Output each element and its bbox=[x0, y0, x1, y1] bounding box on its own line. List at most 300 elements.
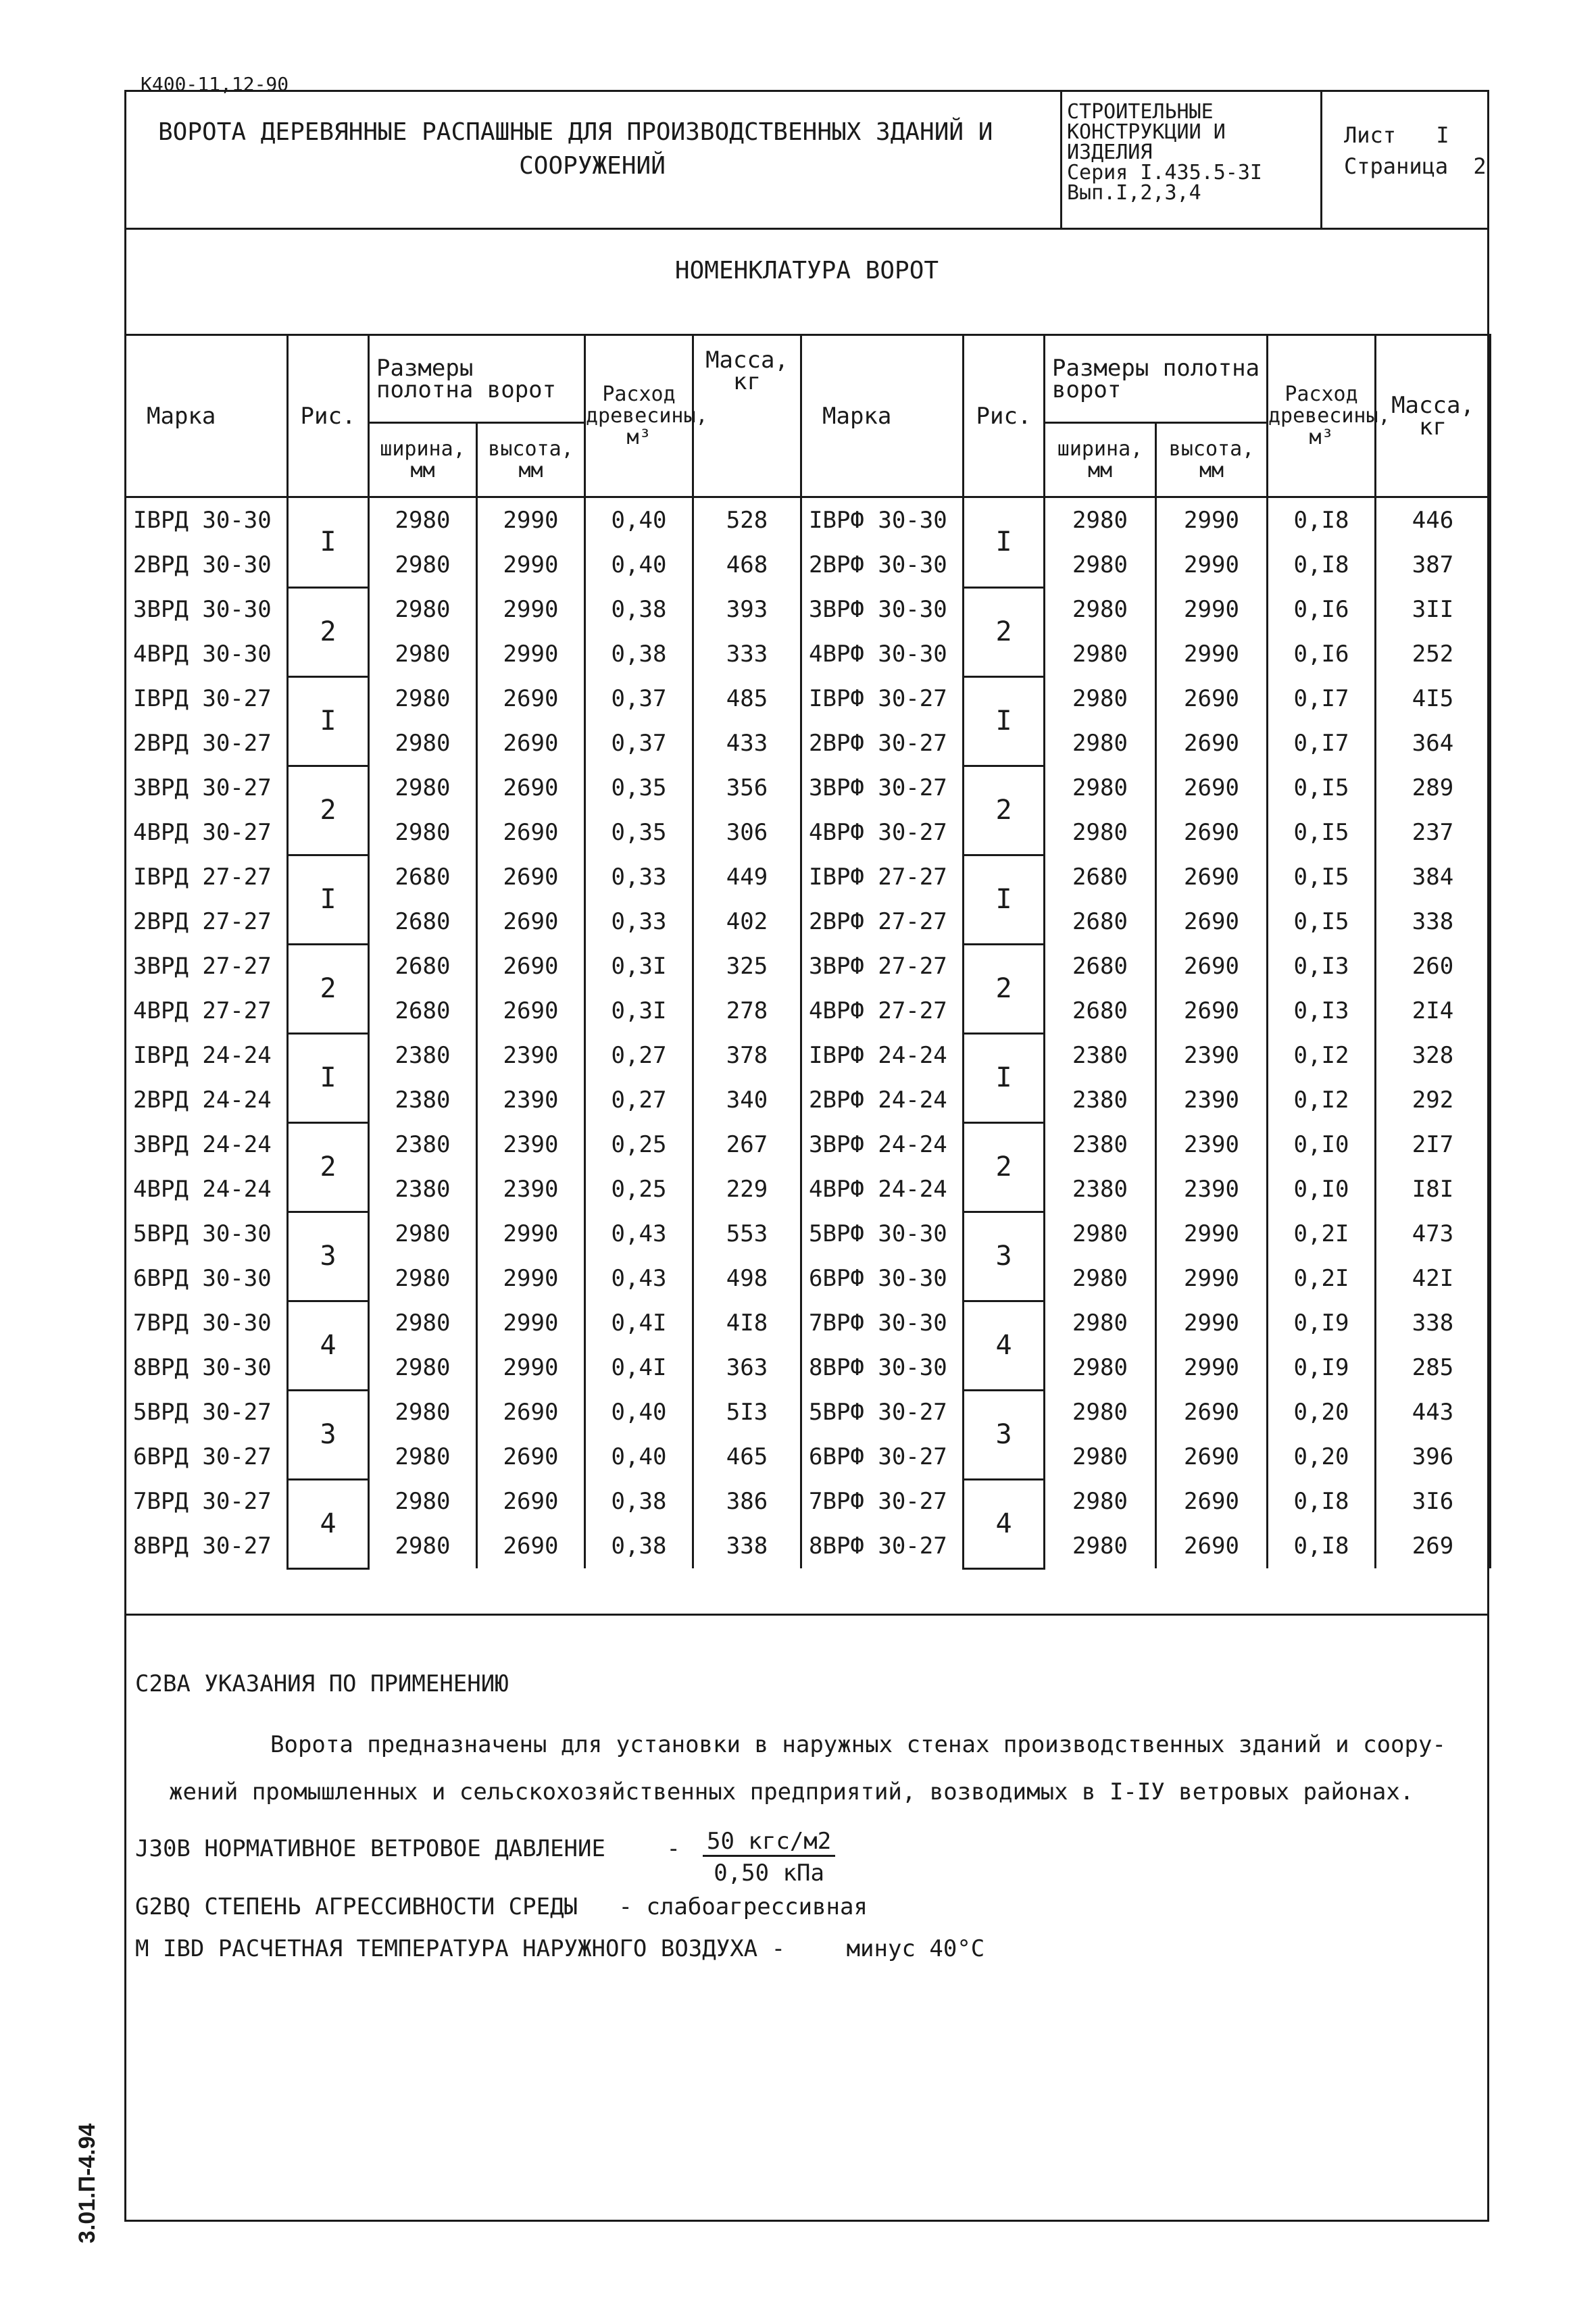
document-title-line1: ВОРОТА ДЕРЕВЯННЫЕ РАСПАШНЫЕ ДЛЯ ПРОИЗВОДСТВЕННЫХ ЗДАНИЙ И bbox=[158, 118, 993, 146]
cell-height-left: 2690 bbox=[477, 899, 585, 944]
table-row bbox=[126, 1033, 1491, 1078]
cell-mass-right: 42I bbox=[1376, 1256, 1491, 1301]
header-wood-right: Расход древесины, м³ bbox=[1268, 335, 1376, 497]
cell-width-right: 2380 bbox=[1045, 1122, 1156, 1167]
cell-height-right: 2990 bbox=[1156, 1212, 1268, 1256]
cell-wood-left: 0,40 bbox=[585, 1435, 693, 1479]
cell-height-left: 2390 bbox=[477, 1078, 585, 1122]
cell-height-left: 2990 bbox=[477, 543, 585, 587]
table-row bbox=[126, 676, 1491, 721]
cell-mark-right: 6ВРФ 30-27 bbox=[801, 1435, 964, 1479]
cell-mass-left: 325 bbox=[693, 944, 801, 989]
cell-width-right: 2980 bbox=[1045, 1435, 1156, 1479]
cell-width-right: 2980 bbox=[1045, 587, 1156, 632]
nomenclature-table bbox=[124, 334, 1491, 1570]
cell-mark-right: 2ВРФ 24-24 bbox=[801, 1078, 964, 1122]
cell-mark-right: 3ВРФ 30-30 bbox=[801, 587, 964, 632]
table-row bbox=[126, 1212, 1491, 1256]
header-mark-right: Марка bbox=[801, 335, 964, 497]
cell-wood-left: 0,38 bbox=[585, 1524, 693, 1568]
sheet-label: Лист bbox=[1344, 122, 1397, 148]
cell-width-right: 2980 bbox=[1045, 766, 1156, 810]
cell-mark-left: 2ВРД 30-27 bbox=[126, 721, 288, 766]
cell-mark-right: 5ВРФ 30-27 bbox=[801, 1390, 964, 1435]
sheet-row bbox=[1344, 120, 1489, 151]
temperature-row bbox=[135, 1934, 984, 1964]
cell-height-right: 2390 bbox=[1156, 1122, 1268, 1167]
cell-fig-left: I bbox=[288, 676, 369, 766]
cell-mass-left: 386 bbox=[693, 1479, 801, 1524]
table-row bbox=[126, 855, 1491, 899]
cell-width-right: 2980 bbox=[1045, 810, 1156, 855]
temperature-value: минус 40°С bbox=[846, 1935, 985, 1962]
cell-wood-left: 0,25 bbox=[585, 1167, 693, 1212]
cell-wood-left: 0,43 bbox=[585, 1212, 693, 1256]
cell-width-left: 2980 bbox=[369, 1390, 477, 1435]
cell-width-right: 2980 bbox=[1045, 1256, 1156, 1301]
cell-fig-right: I bbox=[964, 1033, 1045, 1122]
notes-header: С2ВА УКАЗАНИЯ ПО ПРИМЕНЕНИЮ bbox=[135, 1670, 509, 1697]
cell-mass-right: 260 bbox=[1376, 944, 1491, 989]
cell-height-left: 2690 bbox=[477, 721, 585, 766]
cell-wood-left: 0,33 bbox=[585, 855, 693, 899]
cell-mark-right: 2ВРФ 30-30 bbox=[801, 543, 964, 587]
header-fig-left: Рис. bbox=[288, 335, 369, 497]
cell-mark-left: 8ВРД 30-27 bbox=[126, 1524, 288, 1568]
cell-mark-left: 7ВРД 30-30 bbox=[126, 1301, 288, 1345]
cell-fig-left: I bbox=[288, 1033, 369, 1122]
cell-wood-right: 0,2I bbox=[1268, 1212, 1376, 1256]
cell-fig-left: 3 bbox=[288, 1390, 369, 1479]
cell-wood-right: 0,I5 bbox=[1268, 810, 1376, 855]
cell-mass-right: 387 bbox=[1376, 543, 1491, 587]
cell-height-right: 2690 bbox=[1156, 810, 1268, 855]
cell-width-left: 2980 bbox=[369, 1345, 477, 1390]
wind-pressure-dash: - bbox=[666, 1835, 680, 1862]
cell-mass-right: 446 bbox=[1376, 497, 1491, 543]
cell-wood-right: 0,I9 bbox=[1268, 1301, 1376, 1345]
cell-width-right: 2980 bbox=[1045, 1524, 1156, 1568]
cell-wood-left: 0,40 bbox=[585, 1390, 693, 1435]
cell-wood-right: 0,I6 bbox=[1268, 632, 1376, 676]
cell-height-right: 2690 bbox=[1156, 766, 1268, 810]
cell-width-left: 2680 bbox=[369, 944, 477, 989]
document-code: К400-11,12-90 bbox=[141, 73, 289, 95]
cell-mass-left: 5I3 bbox=[693, 1390, 801, 1435]
cell-fig-left: 4 bbox=[288, 1479, 369, 1568]
cell-height-right: 2690 bbox=[1156, 1435, 1268, 1479]
table-row bbox=[126, 766, 1491, 810]
table-row bbox=[126, 1301, 1491, 1345]
cell-height-right: 2990 bbox=[1156, 1256, 1268, 1301]
notes-paragraph-line1: Ворота предназначены для установки в наружных стенах производственных зданий и соору- bbox=[270, 1731, 1446, 1758]
header-mass-right: Масса, кг bbox=[1376, 335, 1491, 497]
cell-height-left: 2690 bbox=[477, 1524, 585, 1568]
cell-mark-right: 7ВРФ 30-27 bbox=[801, 1479, 964, 1524]
temperature-label: M IBD РАСЧЕТНАЯ ТЕМПЕРАТУРА НАРУЖНОГО ВОЗДУХА - bbox=[135, 1935, 786, 1962]
table-row bbox=[126, 1479, 1491, 1524]
notes-top-line bbox=[124, 1614, 1489, 1616]
cell-height-right: 2690 bbox=[1156, 1524, 1268, 1568]
cell-mass-right: 473 bbox=[1376, 1212, 1491, 1256]
page-row bbox=[1344, 151, 1489, 182]
cell-mark-left: 2ВРД 27-27 bbox=[126, 899, 288, 944]
cell-wood-right: 0,I2 bbox=[1268, 1033, 1376, 1078]
cell-width-right: 2380 bbox=[1045, 1078, 1156, 1122]
cell-wood-left: 0,3I bbox=[585, 989, 693, 1033]
cell-height-right: 2390 bbox=[1156, 1033, 1268, 1078]
cell-mark-left: 2ВРД 24-24 bbox=[126, 1078, 288, 1122]
cell-mass-right: 252 bbox=[1376, 632, 1491, 676]
cell-width-left: 2980 bbox=[369, 1524, 477, 1568]
cell-fig-right: I bbox=[964, 497, 1045, 588]
cell-mass-right: 4I5 bbox=[1376, 676, 1491, 721]
cell-mark-right: 4ВРФ 30-27 bbox=[801, 810, 964, 855]
cell-wood-left: 0,3I bbox=[585, 944, 693, 989]
cell-mass-left: 498 bbox=[693, 1256, 801, 1301]
nomenclature-table-body bbox=[126, 497, 1491, 1569]
cell-fig-left: I bbox=[288, 855, 369, 944]
cell-width-left: 2980 bbox=[369, 721, 477, 766]
cell-width-left: 2980 bbox=[369, 1435, 477, 1479]
cell-wood-right: 0,I0 bbox=[1268, 1167, 1376, 1212]
cell-width-right: 2680 bbox=[1045, 899, 1156, 944]
cell-mass-left: 433 bbox=[693, 721, 801, 766]
cell-height-right: 2990 bbox=[1156, 1345, 1268, 1390]
cell-height-right: 2990 bbox=[1156, 543, 1268, 587]
cell-mass-right: I8I bbox=[1376, 1167, 1491, 1212]
cell-mass-left: 306 bbox=[693, 810, 801, 855]
cell-wood-right: 0,I6 bbox=[1268, 587, 1376, 632]
cell-height-right: 2690 bbox=[1156, 721, 1268, 766]
cell-width-left: 2380 bbox=[369, 1033, 477, 1078]
cell-wood-left: 0,38 bbox=[585, 587, 693, 632]
header-mark-left: Марка bbox=[126, 335, 288, 497]
cell-height-right: 2990 bbox=[1156, 632, 1268, 676]
cell-wood-right: 0,I8 bbox=[1268, 1479, 1376, 1524]
cell-fig-left: 2 bbox=[288, 944, 369, 1033]
series-cell bbox=[1060, 90, 1320, 229]
series-line3: ИЗДЕЛИЯ bbox=[1067, 141, 1153, 164]
cell-height-right: 2990 bbox=[1156, 587, 1268, 632]
cell-height-right: 2690 bbox=[1156, 989, 1268, 1033]
cell-width-left: 2980 bbox=[369, 1212, 477, 1256]
cell-height-left: 2690 bbox=[477, 1435, 585, 1479]
cell-wood-left: 0,33 bbox=[585, 899, 693, 944]
cell-fig-left: I bbox=[288, 497, 369, 588]
cell-mark-left: 2ВРД 30-30 bbox=[126, 543, 288, 587]
cell-mass-left: 4I8 bbox=[693, 1301, 801, 1345]
cell-height-left: 2690 bbox=[477, 1479, 585, 1524]
cell-height-left: 2390 bbox=[477, 1033, 585, 1078]
cell-mark-right: IВРФ 30-30 bbox=[801, 497, 964, 543]
series-line2: КОНСТРУКЦИИ И bbox=[1067, 120, 1226, 144]
frame-bottom bbox=[124, 2220, 1489, 2222]
cell-fig-right: 3 bbox=[964, 1390, 1045, 1479]
cell-width-right: 2980 bbox=[1045, 632, 1156, 676]
cell-mass-right: 364 bbox=[1376, 721, 1491, 766]
cell-wood-right: 0,I5 bbox=[1268, 766, 1376, 810]
cell-fig-right: 3 bbox=[964, 1212, 1045, 1301]
aggressiveness-row bbox=[135, 1892, 868, 1922]
cell-width-left: 2680 bbox=[369, 899, 477, 944]
cell-mass-left: 333 bbox=[693, 632, 801, 676]
cell-height-left: 2990 bbox=[477, 632, 585, 676]
cell-width-left: 2980 bbox=[369, 543, 477, 587]
cell-mark-right: 5ВРФ 30-30 bbox=[801, 1212, 964, 1256]
cell-width-left: 2380 bbox=[369, 1078, 477, 1122]
cell-mass-left: 528 bbox=[693, 497, 801, 543]
cell-mark-left: 8ВРД 30-30 bbox=[126, 1345, 288, 1390]
cell-height-right: 2690 bbox=[1156, 899, 1268, 944]
cell-mark-right: 6ВРФ 30-30 bbox=[801, 1256, 964, 1301]
cell-height-right: 2690 bbox=[1156, 855, 1268, 899]
cell-height-left: 2390 bbox=[477, 1167, 585, 1212]
cell-wood-left: 0,4I bbox=[585, 1345, 693, 1390]
cell-wood-left: 0,35 bbox=[585, 810, 693, 855]
cell-mark-left: 5ВРД 30-27 bbox=[126, 1390, 288, 1435]
nomenclature-title: НОМЕНКЛАТУРА ВОРОТ bbox=[674, 257, 939, 284]
cell-wood-left: 0,38 bbox=[585, 1479, 693, 1524]
cell-mass-left: 402 bbox=[693, 899, 801, 944]
cell-wood-right: 0,20 bbox=[1268, 1435, 1376, 1479]
cell-mass-right: 285 bbox=[1376, 1345, 1491, 1390]
cell-mark-left: 3ВРД 24-24 bbox=[126, 1122, 288, 1167]
cell-mark-right: 8ВРФ 30-30 bbox=[801, 1345, 964, 1390]
cell-width-left: 2980 bbox=[369, 1479, 477, 1524]
cell-wood-left: 0,27 bbox=[585, 1078, 693, 1122]
header-height-left: высота, мм bbox=[477, 423, 585, 497]
cell-width-right: 2680 bbox=[1045, 855, 1156, 899]
cell-mass-left: 363 bbox=[693, 1345, 801, 1390]
cell-height-left: 2690 bbox=[477, 810, 585, 855]
title-block bbox=[124, 90, 1489, 229]
document-title bbox=[124, 90, 1060, 229]
wind-pressure-kpa: 0,50 кПа bbox=[714, 1860, 824, 1887]
cell-width-left: 2980 bbox=[369, 632, 477, 676]
cell-mark-left: 5ВРД 30-30 bbox=[126, 1212, 288, 1256]
cell-mark-right: 4ВРФ 30-30 bbox=[801, 632, 964, 676]
cell-height-left: 2690 bbox=[477, 989, 585, 1033]
wind-pressure-fraction bbox=[703, 1828, 835, 1887]
cell-height-left: 2990 bbox=[477, 587, 585, 632]
cell-wood-left: 0,37 bbox=[585, 721, 693, 766]
cell-mark-right: 8ВРФ 30-27 bbox=[801, 1524, 964, 1568]
cell-mass-right: 443 bbox=[1376, 1390, 1491, 1435]
cell-fig-right: 4 bbox=[964, 1479, 1045, 1568]
cell-width-right: 2980 bbox=[1045, 1301, 1156, 1345]
table-row bbox=[126, 1390, 1491, 1435]
cell-wood-right: 0,I5 bbox=[1268, 855, 1376, 899]
cell-width-right: 2980 bbox=[1045, 1345, 1156, 1390]
notes-paragraph-line2: жений промышленных и сельскохозяйственных предприятий, возводимых в I-IУ ветровых районах. bbox=[169, 1778, 1414, 1806]
cell-width-right: 2980 bbox=[1045, 1212, 1156, 1256]
cell-mark-right: IВРФ 27-27 bbox=[801, 855, 964, 899]
cell-width-left: 2980 bbox=[369, 497, 477, 543]
cell-height-left: 2690 bbox=[477, 855, 585, 899]
cell-height-right: 2690 bbox=[1156, 944, 1268, 989]
cell-width-right: 2980 bbox=[1045, 1479, 1156, 1524]
cell-mark-left: 3ВРД 30-30 bbox=[126, 587, 288, 632]
cell-mark-left: IВРД 27-27 bbox=[126, 855, 288, 899]
cell-wood-right: 0,I7 bbox=[1268, 721, 1376, 766]
cell-mark-left: IВРД 24-24 bbox=[126, 1033, 288, 1078]
cell-width-left: 2980 bbox=[369, 587, 477, 632]
table-row bbox=[126, 587, 1491, 632]
cell-height-left: 2990 bbox=[477, 1212, 585, 1256]
cell-width-left: 2980 bbox=[369, 766, 477, 810]
wind-pressure-kgs: 50 кгс/м2 bbox=[703, 1828, 835, 1857]
cell-height-left: 2690 bbox=[477, 766, 585, 810]
cell-fig-right: I bbox=[964, 676, 1045, 766]
cell-fig-left: 3 bbox=[288, 1212, 369, 1301]
aggressiveness-value: - слабоагрессивная bbox=[618, 1893, 868, 1920]
cell-mark-right: IВРФ 30-27 bbox=[801, 676, 964, 721]
cell-width-left: 2680 bbox=[369, 855, 477, 899]
cell-wood-left: 0,25 bbox=[585, 1122, 693, 1167]
cell-mark-right: 2ВРФ 30-27 bbox=[801, 721, 964, 766]
cell-mass-left: 465 bbox=[693, 1435, 801, 1479]
page-label: Страница bbox=[1344, 153, 1449, 179]
cell-height-left: 2390 bbox=[477, 1122, 585, 1167]
cell-mass-right: 269 bbox=[1376, 1524, 1491, 1568]
series-line1: СТРОИТЕЛЬНЫЕ bbox=[1067, 100, 1214, 124]
cell-mass-right: 396 bbox=[1376, 1435, 1491, 1479]
cell-width-left: 2980 bbox=[369, 810, 477, 855]
cell-mass-left: 356 bbox=[693, 766, 801, 810]
cell-wood-right: 0,I8 bbox=[1268, 1524, 1376, 1568]
cell-mark-right: 7ВРФ 30-30 bbox=[801, 1301, 964, 1345]
cell-wood-left: 0,40 bbox=[585, 497, 693, 543]
cell-mark-right: 3ВРФ 24-24 bbox=[801, 1122, 964, 1167]
cell-width-left: 2980 bbox=[369, 1301, 477, 1345]
cell-mass-left: 338 bbox=[693, 1524, 801, 1568]
cell-width-right: 2980 bbox=[1045, 721, 1156, 766]
cell-mark-left: 4ВРД 30-27 bbox=[126, 810, 288, 855]
cell-height-right: 2390 bbox=[1156, 1167, 1268, 1212]
cell-mass-right: 338 bbox=[1376, 1301, 1491, 1345]
cell-fig-right: 2 bbox=[964, 944, 1045, 1033]
cell-height-left: 2990 bbox=[477, 1345, 585, 1390]
cell-mark-left: IВРД 30-27 bbox=[126, 676, 288, 721]
cell-mass-right: 328 bbox=[1376, 1033, 1491, 1078]
cell-mass-right: 2I4 bbox=[1376, 989, 1491, 1033]
cell-height-right: 2990 bbox=[1156, 497, 1268, 543]
cell-wood-right: 0,I3 bbox=[1268, 944, 1376, 989]
cell-mass-left: 267 bbox=[693, 1122, 801, 1167]
sheet-cell bbox=[1320, 90, 1489, 229]
cell-fig-left: 4 bbox=[288, 1301, 369, 1390]
side-archive-code bbox=[74, 2081, 115, 2250]
header-width-left: ширина, мм bbox=[369, 423, 477, 497]
cell-wood-left: 0,40 bbox=[585, 543, 693, 587]
header-size-right: Размеры полотна ворот bbox=[1045, 335, 1268, 423]
header-mass-left: Масса, кг bbox=[693, 335, 801, 497]
cell-mass-right: 384 bbox=[1376, 855, 1491, 899]
cell-wood-right: 0,20 bbox=[1268, 1390, 1376, 1435]
cell-width-right: 2680 bbox=[1045, 989, 1156, 1033]
cell-mark-right: 4ВРФ 24-24 bbox=[801, 1167, 964, 1212]
cell-height-left: 2690 bbox=[477, 944, 585, 989]
cell-mass-left: 468 bbox=[693, 543, 801, 587]
cell-mass-left: 449 bbox=[693, 855, 801, 899]
cell-wood-right: 0,I7 bbox=[1268, 676, 1376, 721]
cell-mark-left: 4ВРД 24-24 bbox=[126, 1167, 288, 1212]
cell-fig-right: 2 bbox=[964, 1122, 1045, 1212]
series-line4: Серия I.435.5-3I bbox=[1067, 161, 1262, 184]
cell-wood-left: 0,43 bbox=[585, 1256, 693, 1301]
page-value: 2 bbox=[1473, 153, 1487, 179]
header-wood-left: Расход древесины, м³ bbox=[585, 335, 693, 497]
cell-width-right: 2980 bbox=[1045, 676, 1156, 721]
cell-width-right: 2380 bbox=[1045, 1033, 1156, 1078]
cell-mass-left: 229 bbox=[693, 1167, 801, 1212]
cell-width-right: 2380 bbox=[1045, 1167, 1156, 1212]
table-row bbox=[126, 497, 1491, 543]
cell-width-left: 2380 bbox=[369, 1167, 477, 1212]
cell-wood-right: 0,I9 bbox=[1268, 1345, 1376, 1390]
cell-fig-right: I bbox=[964, 855, 1045, 944]
aggressiveness-label: G2BQ СТЕПЕНЬ АГРЕССИВНОСТИ СРЕДЫ bbox=[135, 1893, 578, 1920]
sheet-value: I bbox=[1436, 122, 1449, 148]
cell-wood-left: 0,37 bbox=[585, 676, 693, 721]
cell-mark-right: 3ВРФ 27-27 bbox=[801, 944, 964, 989]
wind-pressure-label: J30В НОРМАТИВНОЕ ВЕТРОВОЕ ДАВЛЕНИЕ bbox=[135, 1835, 605, 1862]
cell-mark-left: 6ВРД 30-30 bbox=[126, 1256, 288, 1301]
cell-wood-right: 0,I8 bbox=[1268, 497, 1376, 543]
cell-height-right: 2690 bbox=[1156, 1390, 1268, 1435]
cell-width-right: 2680 bbox=[1045, 944, 1156, 989]
cell-wood-right: 0,I2 bbox=[1268, 1078, 1376, 1122]
table-row bbox=[126, 1122, 1491, 1167]
cell-width-left: 2980 bbox=[369, 1256, 477, 1301]
cell-width-left: 2680 bbox=[369, 989, 477, 1033]
cell-height-right: 2390 bbox=[1156, 1078, 1268, 1122]
cell-mark-right: IВРФ 24-24 bbox=[801, 1033, 964, 1078]
cell-mass-right: 3II bbox=[1376, 587, 1491, 632]
cell-mark-left: 4ВРД 27-27 bbox=[126, 989, 288, 1033]
header-height-right: высота, мм bbox=[1156, 423, 1268, 497]
header-size-left: Размеры полотна ворот bbox=[369, 335, 585, 423]
cell-mass-left: 340 bbox=[693, 1078, 801, 1122]
cell-mass-left: 278 bbox=[693, 989, 801, 1033]
cell-mark-left: 3ВРД 27-27 bbox=[126, 944, 288, 989]
cell-mass-right: 292 bbox=[1376, 1078, 1491, 1122]
cell-width-left: 2380 bbox=[369, 1122, 477, 1167]
cell-height-left: 2690 bbox=[477, 676, 585, 721]
side-archive-code-text: 3.01.П-4.94 bbox=[74, 2123, 100, 2243]
cell-width-right: 2980 bbox=[1045, 497, 1156, 543]
cell-width-right: 2980 bbox=[1045, 543, 1156, 587]
cell-wood-right: 0,I0 bbox=[1268, 1122, 1376, 1167]
cell-wood-left: 0,38 bbox=[585, 632, 693, 676]
table-row bbox=[126, 944, 1491, 989]
cell-wood-right: 0,I3 bbox=[1268, 989, 1376, 1033]
cell-height-left: 2990 bbox=[477, 497, 585, 543]
cell-height-left: 2690 bbox=[477, 1390, 585, 1435]
cell-mass-right: 3I6 bbox=[1376, 1479, 1491, 1524]
cell-mark-left: IВРД 30-30 bbox=[126, 497, 288, 543]
document-title-line2: СООРУЖЕНИЙ bbox=[519, 152, 666, 180]
cell-mark-left: 6ВРД 30-27 bbox=[126, 1435, 288, 1479]
cell-fig-left: 2 bbox=[288, 766, 369, 855]
cell-wood-right: 0,I8 bbox=[1268, 543, 1376, 587]
cell-fig-right: 2 bbox=[964, 766, 1045, 855]
cell-wood-left: 0,27 bbox=[585, 1033, 693, 1078]
cell-mass-right: 338 bbox=[1376, 899, 1491, 944]
cell-height-right: 2690 bbox=[1156, 1479, 1268, 1524]
cell-width-left: 2980 bbox=[369, 676, 477, 721]
